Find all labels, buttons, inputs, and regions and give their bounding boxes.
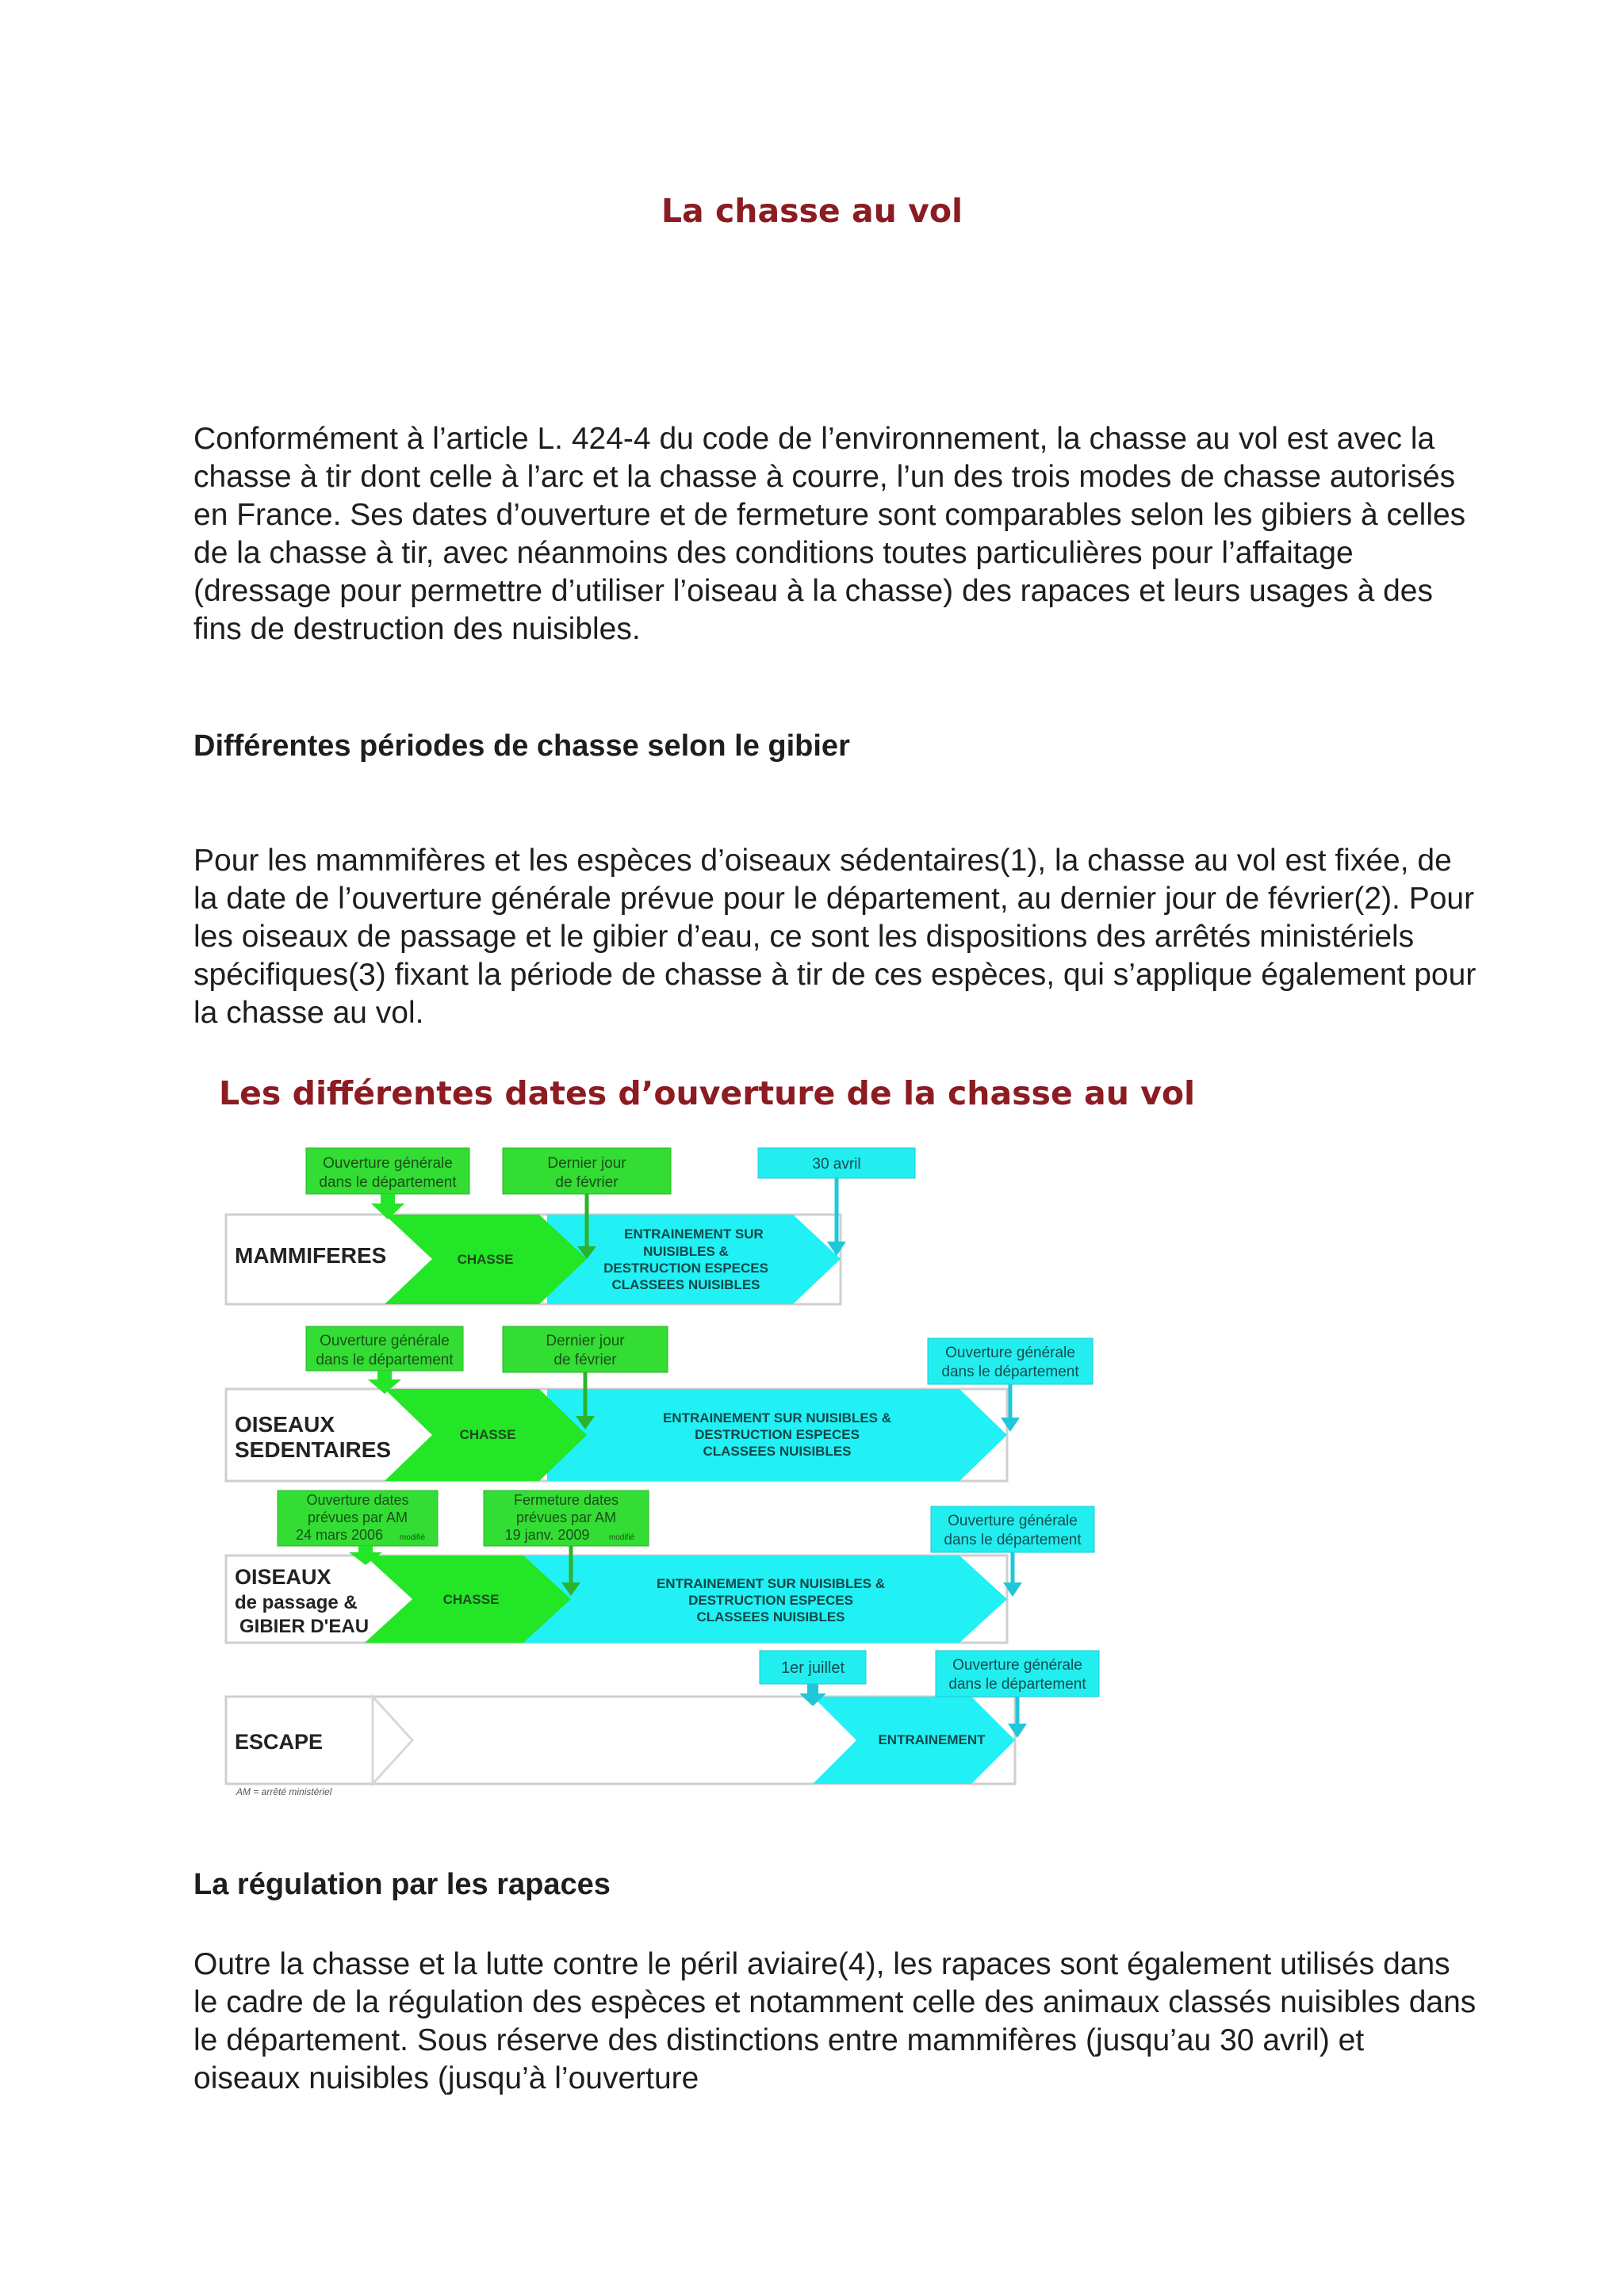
tag-text: dans le département	[319, 1174, 457, 1191]
phase-entrainement-label: ENTRAINEMENT	[878, 1732, 986, 1747]
tag-text: dans le département	[944, 1532, 1082, 1548]
row-label-passage: de passage &	[235, 1592, 358, 1613]
tag-text: Ouverture générale	[945, 1345, 1075, 1361]
phase-entrainement-line: ENTRAINEMENT SUR	[624, 1226, 764, 1242]
tag-text: prévues par AM	[515, 1510, 617, 1525]
phase-chasse-label: CHASSE	[457, 1252, 514, 1267]
tag-text: dans le département	[316, 1352, 454, 1368]
tag-text: prévues par AM	[307, 1510, 408, 1525]
phase-entrainement-line: DESTRUCTION ESPECES	[695, 1427, 860, 1442]
phase-entrainement-line: CLASSEES NUISIBLES	[703, 1444, 852, 1459]
tag-text: dans le département	[948, 1676, 1086, 1693]
phase-entrainement-line: DESTRUCTION ESPECES	[688, 1593, 853, 1608]
tag-text-small: modifié	[399, 1533, 426, 1542]
tag-text: Ouverture générale	[320, 1333, 450, 1349]
row-label-sedentaires: OISEAUX	[235, 1412, 335, 1437]
row-label-mammiferes: MAMMIFERES	[235, 1243, 387, 1268]
phase-chasse-label: CHASSE	[442, 1592, 500, 1607]
phase-chasse-label: CHASSE	[459, 1427, 516, 1442]
tag-text: Ouverture générale	[948, 1513, 1078, 1529]
section-heading-regulation: La régulation par les rapaces	[193, 1868, 611, 1901]
tag-text: de février	[553, 1352, 617, 1368]
periodes-paragraph: Pour les mammifères et les espèces d’oiseaux sédentaires(1), la chasse au vol est fixée, de la date de l’ouverture générale prévue pour le département, au dernier jour de février(2). Pour les oiseaux de passage et le gibier d’eau, ce sont les dispositions des arrêtés ministériels spécifiques(3) fixant la période de chasse à tir de ces espèces, qui s’applique également pour la chasse au vol.	[193, 844, 1477, 1030]
row-mammiferes	[226, 1148, 915, 1304]
tag-text: Dernier jour	[547, 1155, 626, 1172]
tag-text: Fermeture dates	[513, 1492, 619, 1508]
regulation-paragraph: Outre la chasse et la lutte contre le péril aviaire(4), les rapaces sont également utilisés dans le cadre de la régulation des espèces et notamment celle des animaux classés nuisibles dans le département. Sous réserve des distinctions entre mammifères (jusqu’au 30 avril) et oiseaux nuisibles (jusqu’à l’ouverture	[193, 1947, 1477, 2095]
tag-text: 1er juillet	[780, 1659, 845, 1677]
phase-entrainement-line: NUISIBLES &	[643, 1244, 729, 1259]
phase-entrainement-line: ENTRAINEMENT SUR NUISIBLES &	[656, 1576, 886, 1591]
row-label-passage: OISEAUX	[235, 1565, 331, 1589]
row-passage	[226, 1490, 1094, 1643]
tag-text: Ouverture dates	[306, 1492, 409, 1508]
row-escape	[226, 1651, 1099, 1797]
phase-entrainement-line: DESTRUCTION ESPECES	[603, 1261, 768, 1276]
page-title: La chasse au vol	[661, 192, 963, 230]
tag-text: de février	[555, 1174, 619, 1191]
tag-text: 30 avril	[812, 1156, 861, 1173]
intro-paragraph: Conformément à l’article L. 424-4 du code de l’environnement, la chasse au vol est avec la chasse à tir dont celle à l’arc et la chasse à courre, l’un des trois modes de chasse autorisés en France. Ses dates d’ouverture et de fermeture sont comparables selon les gibiers à celles de la chasse à tir, avec néanmoins des conditions toutes particulières pour l’affaitage (dressage pour permettre d’utiliser l’oiseau à la chasse) des rapaces et leurs usages à des fins de destruction des nuisibles.	[193, 422, 1466, 646]
tag-text: 24 mars 2006	[295, 1527, 384, 1543]
row-sedentaires	[226, 1326, 1093, 1481]
row-label-escape: ESCAPE	[235, 1730, 324, 1754]
diagram-title: Les différentes dates d’ouverture de la chasse au vol	[219, 1074, 1196, 1112]
tag-text: Ouverture générale	[952, 1657, 1082, 1674]
row-label-passage: GIBIER D'EAU	[239, 1616, 370, 1637]
tag-text: Ouverture générale	[323, 1155, 453, 1172]
tag-text-small: modifié	[608, 1533, 635, 1542]
diagram-footnote: AM = arrêté ministériel	[236, 1786, 332, 1797]
phase-entrainement-line: ENTRAINEMENT SUR NUISIBLES &	[662, 1410, 892, 1425]
row-label-sedentaires: SEDENTAIRES	[235, 1437, 392, 1462]
phase-entrainement-line: CLASSEES NUISIBLES	[611, 1277, 760, 1292]
section-heading-periodes: Différentes périodes de chasse selon le gibier	[193, 729, 850, 763]
tag-text: dans le département	[941, 1364, 1079, 1380]
tag-text: Dernier jour	[546, 1333, 625, 1349]
tag-text: 19 janv. 2009	[504, 1527, 590, 1543]
phase-entrainement-line: CLASSEES NUISIBLES	[696, 1609, 845, 1624]
